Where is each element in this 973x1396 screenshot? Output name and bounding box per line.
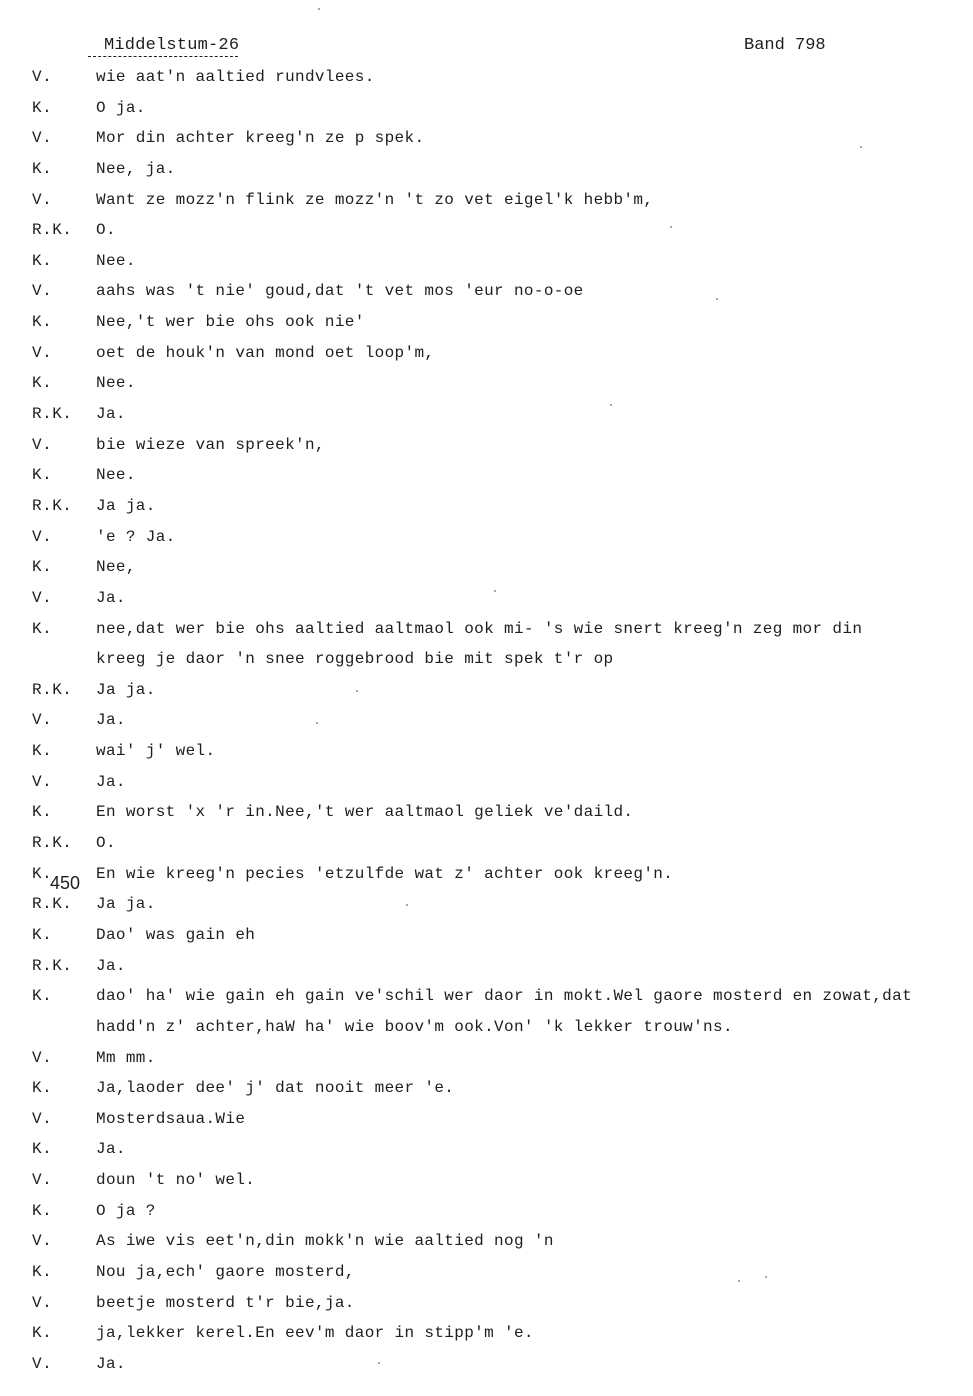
speaker-label: K.: [32, 251, 53, 270]
utterance-text: bie wieze van spreek'n,: [96, 435, 325, 454]
speaker-label: R.K.: [32, 680, 73, 699]
transcript-line: [0, 985, 973, 1046]
speaker-label: K.: [32, 742, 53, 761]
utterance-text: Ja.: [96, 405, 126, 424]
transcript-line: [0, 434, 973, 465]
speaker-label: K.: [32, 466, 53, 485]
utterance-text: Ja.: [96, 956, 126, 975]
transcript-line: [0, 495, 973, 526]
utterance-text: Ja.: [96, 1140, 126, 1159]
paper-speck: [738, 1280, 740, 1282]
speaker-label: R.K.: [32, 895, 73, 914]
speaker-label: K.: [32, 374, 53, 393]
speaker-label: K.: [32, 925, 53, 944]
utterance-text: doun 't no' wel.: [96, 1171, 256, 1190]
utterance-text: O.: [96, 834, 116, 853]
transcript-line: [0, 219, 973, 250]
speaker-label: K.: [32, 1201, 53, 1220]
transcript-line: [0, 801, 973, 832]
speaker-label: K.: [32, 558, 53, 577]
speaker-label: K.: [32, 159, 53, 178]
transcript-line: [0, 1230, 973, 1261]
utterance-text: Nee, ja.: [96, 159, 176, 178]
paper-speck: [494, 590, 496, 592]
utterance-text: dao' ha' wie gain eh gain ve'schil wer daor in mokt.Wel gaore mosterd en zowat,dat: [96, 987, 913, 1006]
utterance-text: En worst 'x 'r in.Nee,'t wer aaltmaol geliek ve'daild.: [96, 803, 634, 822]
paper-speck: [316, 722, 318, 724]
utterance-text: O ja ?: [96, 1201, 156, 1220]
transcript-line: [0, 97, 973, 128]
utterance-text: O ja.: [96, 98, 146, 117]
utterance-text: Nee,'t wer bie ohs ook nie': [96, 313, 365, 332]
utterance-text: Ja ja.: [96, 496, 156, 515]
transcript-line: [0, 280, 973, 311]
speaker-label: V.: [32, 282, 53, 301]
paper-speck: [610, 404, 612, 406]
speaker-label: R.K.: [32, 405, 73, 424]
speaker-label: V.: [32, 772, 53, 791]
transcript-line: [0, 127, 973, 158]
utterance-text: Ja ja.: [96, 895, 156, 914]
utterance-text: Nee.: [96, 251, 136, 270]
transcript-line: [0, 618, 973, 679]
transcript-line: [0, 1138, 973, 1169]
speaker-label: R.K.: [32, 221, 73, 240]
document-title-text: Middelstum-26: [104, 36, 240, 55]
utterance-text: Ja ja.: [96, 680, 156, 699]
speaker-label: V.: [32, 1232, 53, 1251]
paper-speck: [670, 226, 672, 228]
speaker-label: V.: [32, 343, 53, 362]
speaker-label: V.: [32, 190, 53, 209]
utterance-text: As iwe vis eet'n,din mokk'n wie aaltied nog 'n: [96, 1232, 554, 1251]
transcript-line: [0, 526, 973, 557]
utterance-text: Ja,laoder dee' j' dat nooit meer 'e.: [96, 1079, 455, 1098]
transcript-line: [0, 832, 973, 863]
utterance-text: Dao' was gain eh: [96, 925, 256, 944]
paper-speck: [318, 8, 320, 10]
utterance-continuation: hadd'n z' achter,haW ha' wie boov'm ook.Von' 'k lekker trouw'ns.: [96, 1017, 733, 1036]
utterance-text: O.: [96, 221, 116, 240]
transcript-line: [0, 189, 973, 220]
speaker-label: K.: [32, 619, 53, 638]
transcript-line: [0, 893, 973, 924]
utterance-text: Ja.: [96, 588, 126, 607]
transcript-line: [0, 740, 973, 771]
utterance-text: Ja.: [96, 772, 126, 791]
transcript-line: [0, 1322, 973, 1353]
utterance-text: Ja.: [96, 711, 126, 730]
transcript-line: [0, 1047, 973, 1078]
transcript-line: [0, 1200, 973, 1231]
utterance-text: wie aat'n aaltied rundvlees.: [96, 68, 375, 86]
speaker-label: V.: [32, 435, 53, 454]
speaker-label: R.K.: [32, 834, 73, 853]
utterance-text: Nou ja,ech' gaore mosterd,: [96, 1263, 355, 1282]
utterance-text: 'e ? Ja.: [96, 527, 176, 546]
utterance-text: beetje mosterd t'r bie,ja.: [96, 1293, 355, 1312]
transcript-line: [0, 311, 973, 342]
transcript-line: [0, 464, 973, 495]
speaker-label: V.: [32, 129, 53, 148]
paper-speck: [406, 904, 408, 906]
speaker-label: R.K.: [32, 956, 73, 975]
transcript-line: [0, 342, 973, 373]
transcript-line: [0, 709, 973, 740]
speaker-label: V.: [32, 1293, 53, 1312]
transcript-line: [0, 556, 973, 587]
speaker-label: K.: [32, 864, 53, 883]
title-underline: [88, 56, 238, 57]
speaker-label: V.: [32, 68, 53, 86]
utterance-text: Mosterdsaua.Wie: [96, 1109, 246, 1128]
utterance-text: Nee.: [96, 466, 136, 485]
transcript-line: [0, 66, 973, 97]
speaker-label: K.: [32, 1324, 53, 1343]
paper-speck: [716, 298, 718, 300]
document-title: [104, 36, 239, 55]
utterance-text: oet de houk'n van mond oet loop'm,: [96, 343, 435, 362]
utterance-text: Nee,: [96, 558, 136, 577]
utterance-text: ja,lekker kerel.En eev'm daor in stipp'm 'e.: [96, 1324, 534, 1343]
transcript-line: [0, 403, 973, 434]
speaker-label: K.: [32, 313, 53, 332]
paper-speck: [860, 146, 862, 148]
marginal-counter: 450: [50, 872, 81, 893]
speaker-label: V.: [32, 711, 53, 730]
transcript-line: [0, 1077, 973, 1108]
band-number: Band 798: [744, 36, 826, 55]
transcript-line: [0, 587, 973, 618]
utterance-text: Mm mm.: [96, 1048, 156, 1067]
transcript-line: [0, 1353, 973, 1384]
utterance-text: aahs was 't nie' goud,dat 't vet mos 'eur no-o-oe: [96, 282, 584, 301]
speaker-label: V.: [32, 1048, 53, 1067]
transcript-lines: [0, 66, 973, 1384]
transcript-line: [0, 679, 973, 710]
utterance-text: Ja.: [96, 1354, 126, 1373]
speaker-label: K.: [32, 1263, 53, 1282]
transcript-line: [0, 863, 973, 894]
transcript-line: [0, 158, 973, 189]
transcript-line: [0, 1108, 973, 1139]
speaker-label: R.K.: [32, 496, 73, 515]
paper-speck: [765, 1276, 767, 1278]
utterance-continuation: kreeg je daor 'n snee roggebrood bie mit spek t'r op: [96, 650, 614, 669]
utterance-text: nee,dat wer bie ohs aaltied aaltmaol ook mi- 's wie snert kreeg'n zeg mor din: [96, 619, 863, 638]
speaker-label: V.: [32, 1109, 53, 1128]
paper-speck: [378, 1362, 380, 1364]
utterance-text: wai' j' wel.: [96, 742, 216, 761]
speaker-label: V.: [32, 588, 53, 607]
transcript-line: [0, 955, 973, 986]
speaker-label: K.: [32, 98, 53, 117]
transcript-line: [0, 250, 973, 281]
speaker-label: K.: [32, 987, 53, 1006]
transcript-line: [0, 771, 973, 802]
utterance-text: Want ze mozz'n flink ze mozz'n 't zo vet eigel'k hebb'm,: [96, 190, 654, 209]
transcript-line: [0, 1292, 973, 1323]
transcript-line: [0, 372, 973, 403]
speaker-label: K.: [32, 1140, 53, 1159]
transcript-line: [0, 924, 973, 955]
utterance-text: Nee.: [96, 374, 136, 393]
transcript-line: [0, 1169, 973, 1200]
paper-speck: [356, 690, 358, 692]
utterance-text: En wie kreeg'n pecies 'etzulfde wat z' achter ook kreeg'n.: [96, 864, 674, 883]
speaker-label: V.: [32, 527, 53, 546]
speaker-label: K.: [32, 803, 53, 822]
utterance-text: Mor din achter kreeg'n ze p spek.: [96, 129, 425, 148]
speaker-label: V.: [32, 1354, 53, 1373]
speaker-label: V.: [32, 1171, 53, 1190]
transcript-line: [0, 1261, 973, 1292]
speaker-label: K.: [32, 1079, 53, 1098]
